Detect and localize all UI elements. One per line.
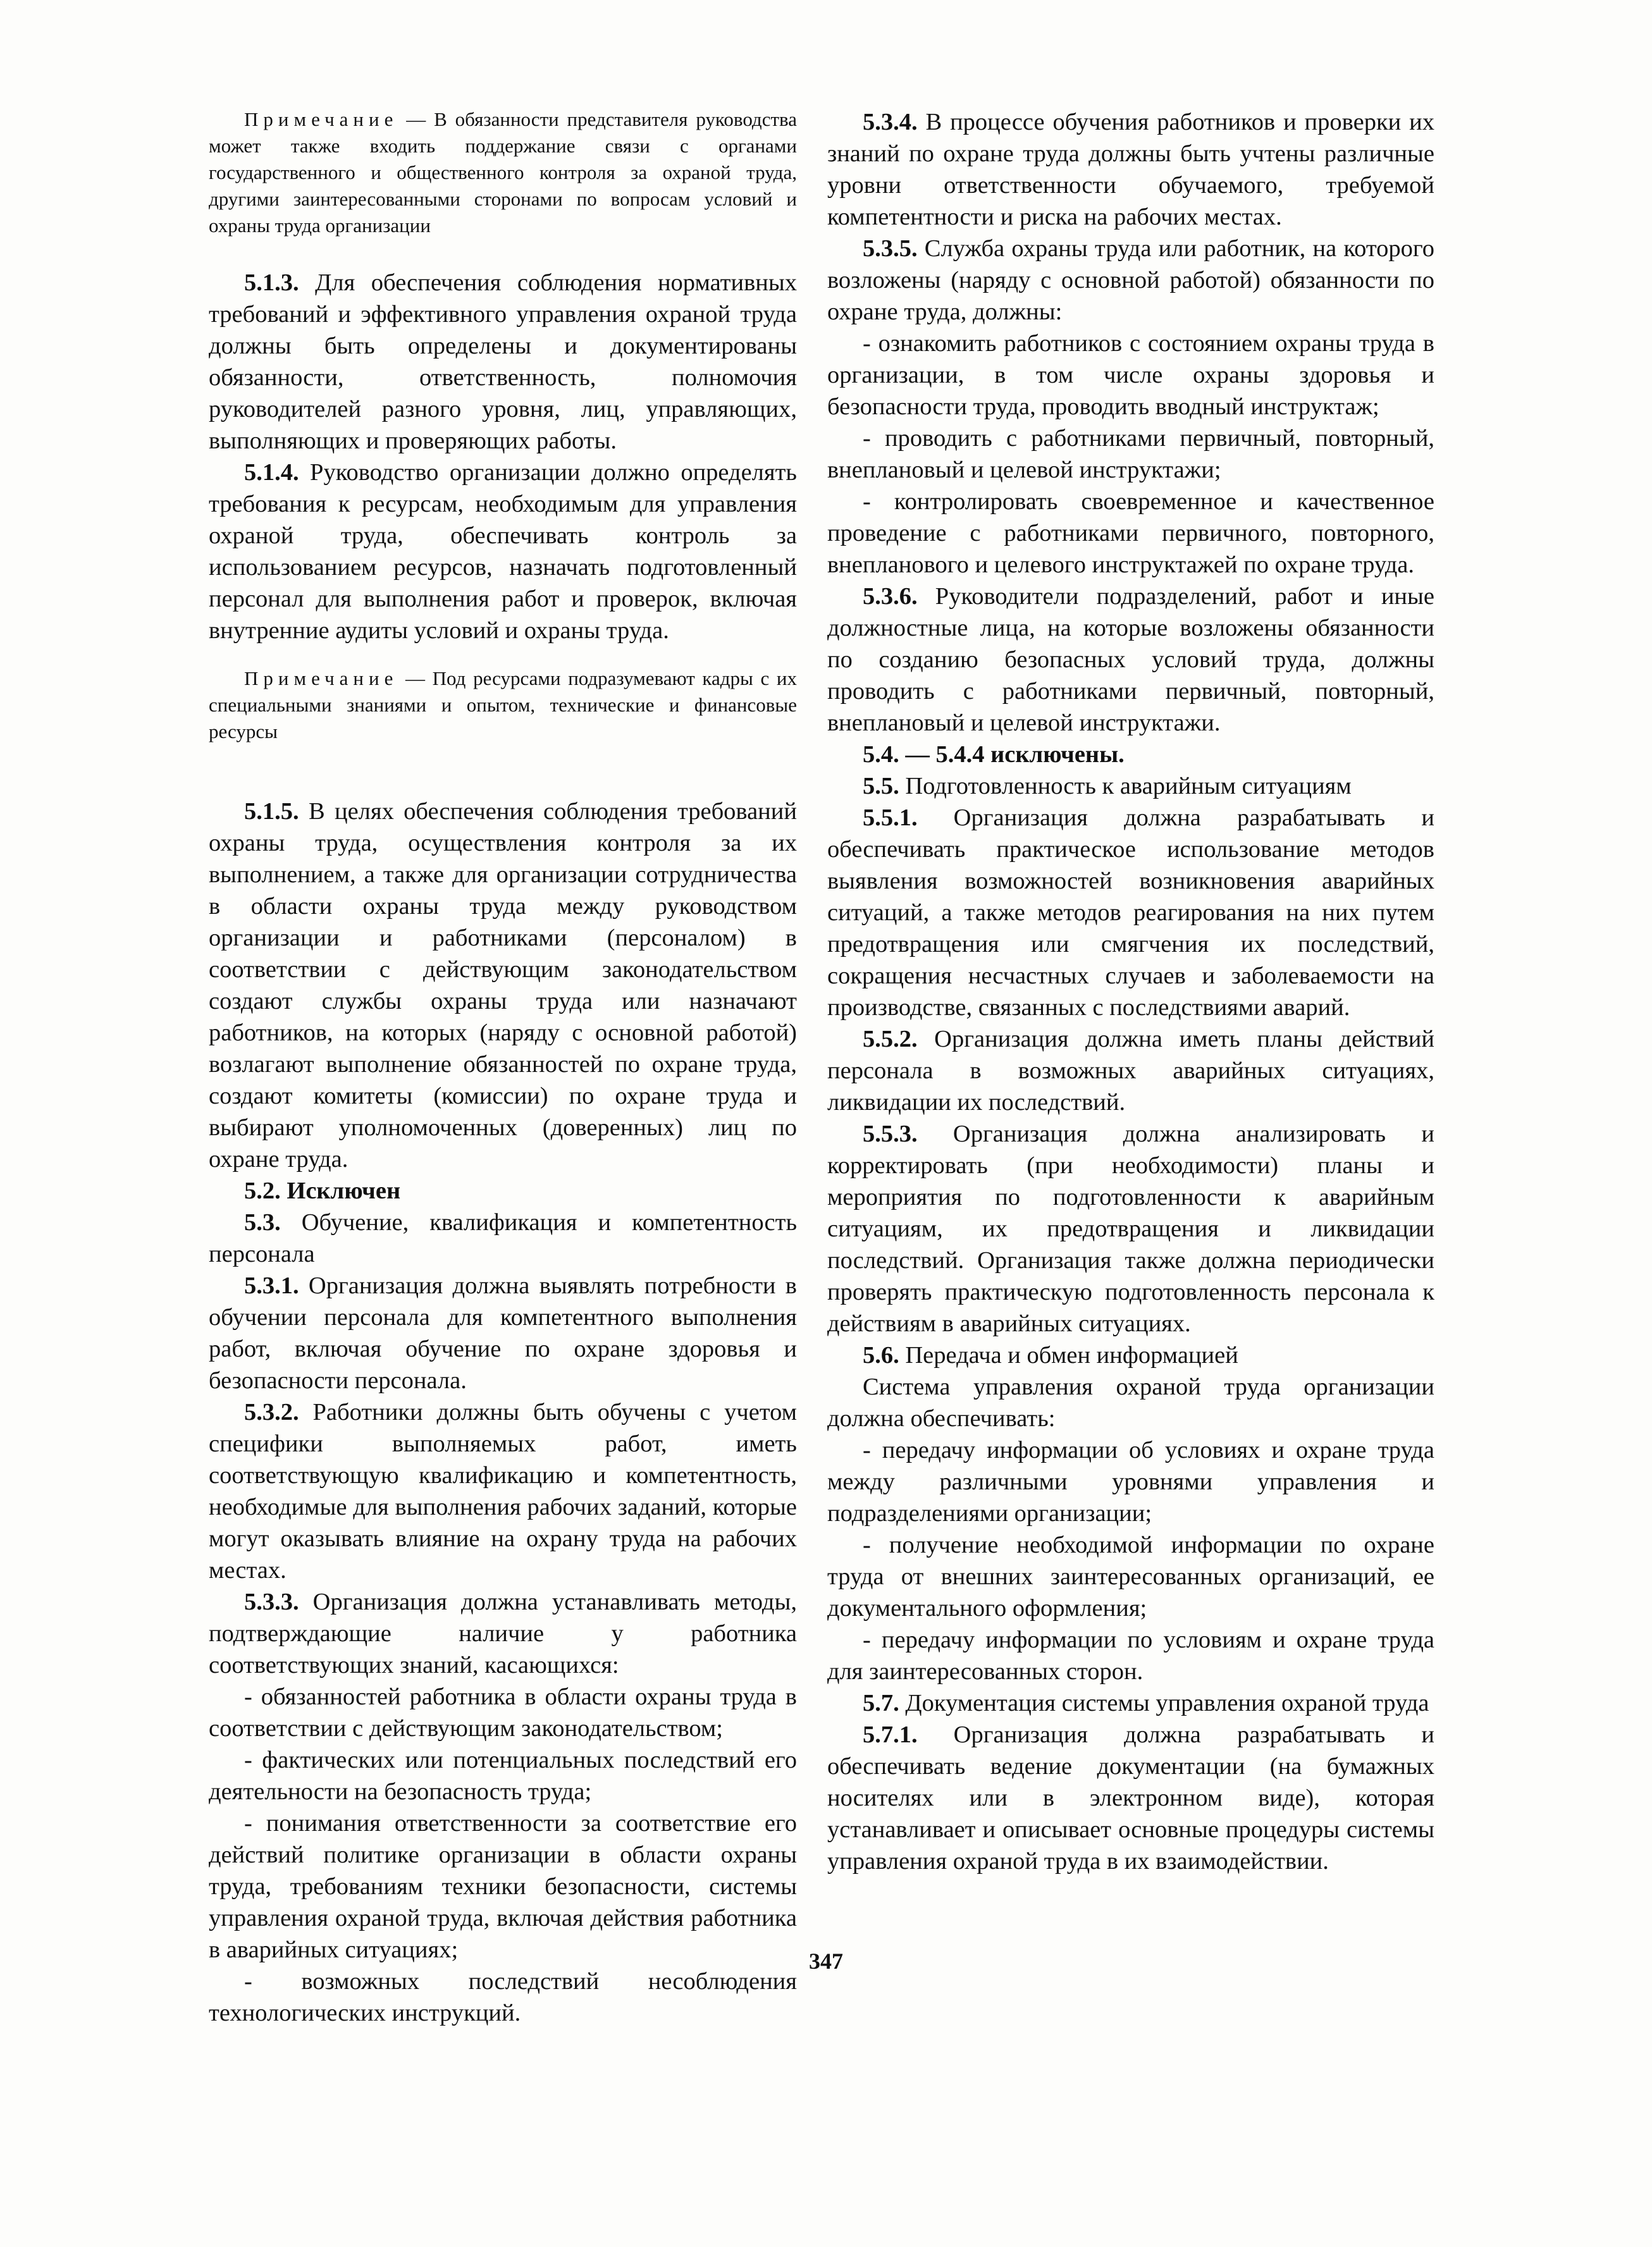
list-item: - обязанностей работника в области охраны труда в соответствии с действующим законодательством; bbox=[209, 1684, 797, 1742]
section-5-5-title: 5.5. Подготовленность к аварийным ситуациям bbox=[863, 773, 1352, 799]
section-5-3-title: 5.3. Обучение, квалификация и компетентность персонала bbox=[209, 1209, 797, 1267]
note-resources: Примечание — Под ресурсами подразумевают кадры с их специальными знаниями и опытом, технические и финансовые ресурсы bbox=[209, 667, 797, 742]
section-5-2: 5.2. Исключен bbox=[244, 1178, 401, 1204]
note-representative: Примечание — В обязанности представителя руководства может также входить поддержание связи с органами государственного и общественного контроля за охраной труда, другими заинтересованными сторонами по вопросам условий и охраны труда организации bbox=[209, 108, 797, 237]
list-item: - возможных последствий несоблюдения технологических инструкций. bbox=[209, 1968, 797, 2026]
paragraph-5-1-4: 5.1.4. Руководство организации должно определять требования к ресурсам, необходимым для управления охраной труда, обеспечивать контроль за использованием ресурсов, назначать подготовленный персонал для выполнения работ и проверок, включая внутренние аудиты условий и охраны труда. bbox=[209, 459, 797, 644]
list-item: - фактических или потенциальных последствий его деятельности на безопасность труда; bbox=[209, 1747, 797, 1805]
paragraph-5-3-3: 5.3.3. Организация должна устанавливать методы, подтверждающие наличие у работника соответствующих знаний, касающихся: bbox=[209, 1589, 797, 1678]
paragraph-5-5-1: 5.5.1. Организация должна разрабатывать и обеспечивать практическое использование методов выявления возможностей возникновения аварийных ситуаций, а также методов реагирования на них путем предотвращения или смягчения их последствий, сокращения несчастных случаев и заболеваемости на производстве, связанных с последствиями аварий. bbox=[827, 804, 1434, 1021]
page-number: 347 bbox=[809, 1948, 843, 1974]
section-5-7-title: 5.7. Документация системы управления охраной труда bbox=[863, 1690, 1429, 1716]
list-item: - ознакомить работников с состоянием охраны труда в организации, в том числе охраны здоровья и безопасности труда, проводить вводный инструктаж; bbox=[827, 330, 1434, 420]
paragraph-5-7-1: 5.7.1. Организация должна разрабатывать и обеспечивать ведение документации (на бумажных носителях или в электронном виде), которая устанавливает и описывает основные процедуры системы управления охраной труда в их взаимодействии. bbox=[827, 1721, 1434, 1875]
list-item: - получение необходимой информации по охране труда от внешних заинтересованных организаций, ее документального оформления; bbox=[827, 1532, 1434, 1622]
paragraph-5-6-intro: Система управления охраной труда организации должна обеспечивать: bbox=[827, 1374, 1434, 1432]
left-column bbox=[209, 106, 797, 2029]
paragraph-5-3-1: 5.3.1. Организация должна выявлять потребности в обучении персонала для компетентного выполнения работ, включая обучение по охране здоровья и безопасности персонала. bbox=[209, 1272, 797, 1394]
list-item: - проводить с работниками первичный, повторный, внеплановый и целевой инструктажи; bbox=[827, 425, 1434, 483]
paragraph-5-3-6: 5.3.6. Руководители подразделений, работ и иные должностные лица, на которые возложены обязанности по созданию безопасных условий труда, должны проводить с работниками первичный, повторный, внеплановый и целевой инструктажи. bbox=[827, 583, 1434, 736]
paragraph-5-1-5: 5.1.5. В целях обеспечения соблюдения требований охраны труда, осуществления контроля за их выполнением, а также для организации сотрудничества в области охраны труда между руководством организации и работниками (персоналом) в соответствии с действующим законодательством создают службы охраны труда или назначают работников, на которых (наряду с основной работой) возлагают выполнение обязанностей по охране труда, создают комитеты (комиссии) по охране труда и выбирают уполномоченных (доверенных) лиц по охране труда. bbox=[209, 798, 797, 1173]
paragraph-5-3-2: 5.3.2. Работники должны быть обучены с учетом специфики выполняемых работ, иметь соответствующую квалификацию и компетентность, необходимые для выполнения рабочих заданий, которые могут оказывать влияние на охрану труда на рабочих местах. bbox=[209, 1399, 797, 1584]
right-column bbox=[827, 106, 1434, 1877]
section-5-6-title: 5.6. Передача и обмен информацией bbox=[863, 1342, 1238, 1369]
paragraph-5-5-2: 5.5.2. Организация должна иметь планы действий персонала в возможных аварийных ситуациях, ликвидации их последствий. bbox=[827, 1026, 1434, 1116]
list-item: - передачу информации об условиях и охране труда между различными уровнями управления и подразделениями организации; bbox=[827, 1437, 1434, 1527]
list-item: - передачу информации по условиям и охране труда для заинтересованных сторон. bbox=[827, 1627, 1434, 1685]
paragraph-5-1-3: 5.1.3. Для обеспечения соблюдения нормативных требований и эффективного управления охраной труда должны быть определены и документированы обязанности, ответственность, полномочия руководителей разного уровня, лиц, управляющих, выполняющих и проверяющих работы. bbox=[209, 269, 797, 454]
paragraph-5-3-5: 5.3.5. Служба охраны труда или работник, на которого возложены (наряду с основной работой) обязанности по охране труда, должны: bbox=[827, 235, 1434, 325]
list-item: - контролировать своевременное и качественное проведение с работниками первичного, повторного, внепланового и целевого инструктажей по охране труда. bbox=[827, 488, 1434, 578]
list-item: - понимания ответственности за соответствие его действий политике организации в области охраны труда, требованиям техники безопасности, системы управления охраной труда, включая действия работника в аварийных ситуациях; bbox=[209, 1810, 797, 1963]
section-5-4: 5.4. — 5.4.4 исключены. bbox=[863, 741, 1125, 768]
paragraph-5-3-4: 5.3.4. В процессе обучения работников и проверки их знаний по охране труда должны быть учтены различные уровни ответственности обучаемого, требуемой компетентности и риска на рабочих местах. bbox=[827, 109, 1434, 230]
paragraph-5-5-3: 5.5.3. Организация должна анализировать и корректировать (при необходимости) планы и мероприятия по подготовленности к аварийным ситуациям, их предотвращения и ликвидации последствий. Организация также должна периодически проверять практическую подготовленность персонала к действиям в аварийных ситуациях. bbox=[827, 1121, 1434, 1337]
